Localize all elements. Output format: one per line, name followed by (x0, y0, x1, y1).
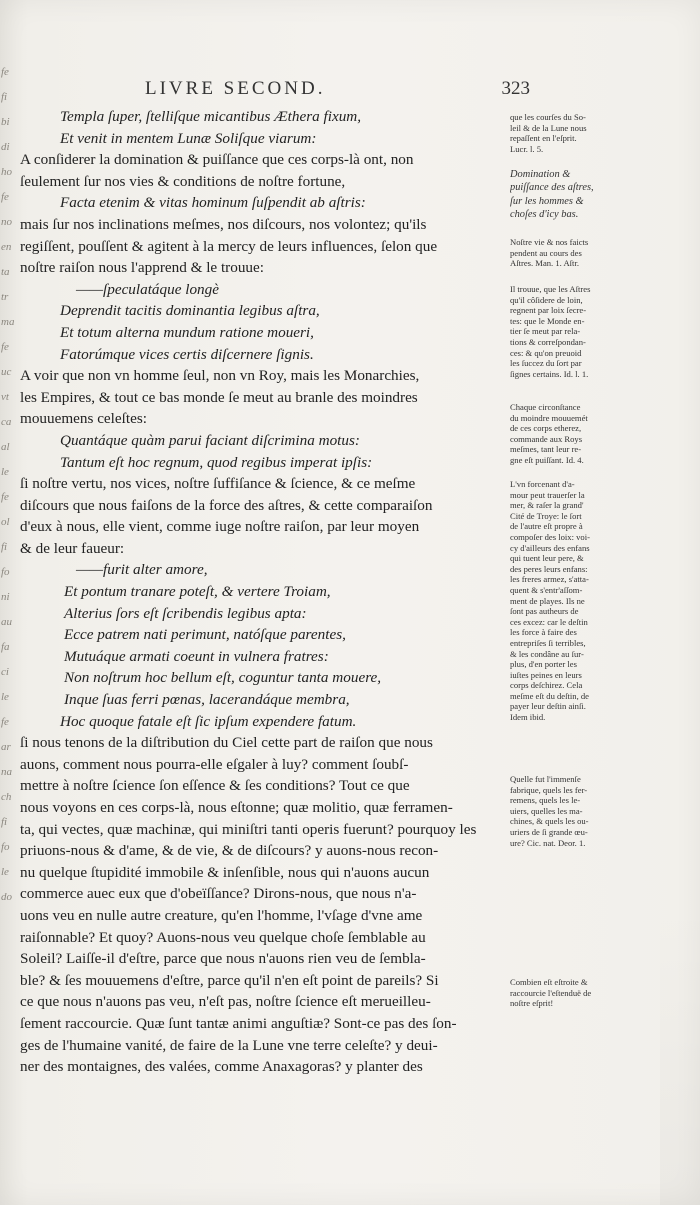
bleed-fragment: ma (1, 316, 14, 328)
text-line: raiſonnable? Et quoy? Auons-nous veu quelque choſe ſemblable au (20, 928, 426, 946)
text-line: d'eux à nous, elle vient, comme iuge noſtre raiſon, par leur moyen (20, 518, 420, 536)
bleed-fragment: fe (1, 341, 9, 353)
margin-note-line: uriers de ſi grande œu- (510, 826, 588, 837)
verse-line: Et venit in mentem Lunæ Soliſque viarum: (60, 129, 317, 147)
margin-note-line: Quelle fut l'immenſe (510, 774, 581, 784)
text-line: ſeulement ſur nos vies & conditions de noſtre fortune, (20, 172, 346, 190)
margin-note-line: cy d'ailleurs des enfans (510, 542, 590, 553)
bleed-fragment: le (1, 866, 9, 878)
margin-note-line: ces: & qu'on preuoid (510, 347, 582, 358)
bleed-fragment: tr (1, 291, 9, 303)
text-line: mouuemens celeſtes: (20, 410, 147, 428)
text-line: nous voyons en ces corps-là, nous eſtonne; quæ molitio, quæ ferramen- (20, 799, 453, 816)
torn-page-edge (660, 900, 700, 1205)
margin-note-line: & les condâne au ſur- (510, 648, 584, 659)
bleed-fragment: na (1, 766, 12, 778)
margin-note-line: Lucr. l. 5. (510, 143, 544, 154)
margin-note-line: payer leur deſtin ainſi. (510, 701, 586, 712)
verse-line: Quantáque quàm parui faciant diſcrimina motus: (60, 431, 360, 449)
text-line: les Empires, & tout ce bas monde ſe meut au branle des moindres (20, 388, 418, 406)
bleed-fragment: fa (1, 641, 10, 653)
text-line: regiſſent, pouſſent & agitent à la mercy de leurs influences, ſelon que (20, 237, 438, 255)
margin-note-line: mour peut trauerſer la (510, 489, 585, 500)
margin-note-line: corps deſchirez. Cela (510, 680, 583, 691)
bleed-fragment: fo (1, 566, 10, 578)
verse-line: Et totum alterna mundum ratione moueri, (60, 323, 314, 341)
verse-line: Tantum eſt hoc regnum, quod regibus imperat ipſis: (60, 453, 373, 471)
bleed-fragment: fe (1, 191, 9, 203)
text-line: ce que nous n'auons pas veu, n'eſt pas, noſtre ſcience eſt merueilleu- (20, 993, 431, 1011)
margin-note-line: iuſtes peines en leurs (510, 669, 582, 680)
text-line: & de leur faueur: (20, 539, 125, 557)
margin-note-line: tes: que le Monde en- (510, 315, 585, 326)
bleed-fragment: ci (1, 666, 9, 678)
text-line: commerce auec eux que d'obeïſſance? Dirons-nous, que nous n'a- (20, 885, 417, 903)
margin-note-line: Cité de Troye: le ſort (510, 510, 582, 521)
margin-note-line: remens, quels les le- (510, 795, 581, 806)
text-line: ſi nous tenons de la diſtribution du Ciel cette part de raiſon que nous (20, 734, 433, 752)
text-line: diſcours que nous faiſons de la force des aſtres, & cette comparaiſon (20, 496, 433, 514)
margin-note-line: gne eſt puiſſant. Id. 4. (510, 454, 584, 465)
margin-note-line: raccourcie l'eſtenduë de (510, 987, 592, 998)
bleed-fragment: ch (1, 791, 12, 803)
text-line: mais ſur nos inclinations meſmes, nos diſcours, nos volontez; qu'ils (20, 215, 427, 233)
verse-line: ——ſpeculatáque longè (76, 280, 219, 298)
bleed-fragment: ta (1, 266, 10, 278)
margin-note-line: uiers, quelles les ma- (510, 805, 583, 816)
bleed-fragment: al (1, 441, 10, 453)
margin-note-line: fabrique, quels les fer- (510, 784, 588, 795)
bleed-fragment: fe (1, 716, 9, 728)
margin-note (510, 112, 690, 154)
margin-note-line: les ſuccez du ſort par (510, 358, 582, 369)
margin-note-line: noſtre eſprit! (510, 998, 554, 1009)
margin-note-line: Combien eſt eſtroite & (510, 977, 588, 987)
margin-note-line: de l'autre eſt propre à (510, 521, 583, 532)
margin-note-line: des peres leurs enfans: (510, 563, 588, 574)
text-line: noſtre raiſon nous l'apprend & le trouue: (20, 259, 264, 277)
margin-note-line: puiſſance des aſtres, (510, 182, 594, 194)
margin-note-line: Chaque circonſtance (510, 402, 581, 412)
text-line: ges de l'humaine vanité, de faire de la Lune vne terre celeſte? y deui- (20, 1036, 438, 1054)
bleed-fragment: le (1, 466, 9, 478)
text-line: ble? & ſes mouuemens d'eſtre, parce qu'il n'en eſt point de pareils? Si (20, 971, 439, 989)
bleed-fragment: vt (1, 391, 9, 403)
text-line: ſi noſtre vertu, nos vices, noſtre ſuffiſance & ſcience, & ce meſme (20, 475, 416, 493)
text-line: auons, comment nous pourra-elle eſgaler à luy? comment ſoubſ- (20, 755, 409, 773)
verse-line: Inque ſuas ferri pœnas, lacerandáque membra, (64, 691, 350, 709)
margin-note-line: ure? Cic. nat. Deor. 1. (510, 837, 586, 848)
verse-line: Facta etenim & vitas hominum ſuſpendit ab aſtris: (60, 194, 366, 212)
bleed-fragment: ar (1, 741, 11, 753)
text-line: mettre à noſtre ſcience ſon eſſence & ſes conditions? Tout ce que (20, 777, 410, 795)
margin-note-line: chines, & quels les ou- (510, 816, 589, 827)
bleed-fragment: en (1, 241, 12, 253)
text-line: A voir que non vn homme ſeul, non vn Roy, mais les Monarchies, (20, 367, 420, 385)
margin-note-line: Noſtre vie & nos faicts (510, 237, 589, 247)
margin-note-line: plus, d'en porter les (510, 659, 577, 670)
text-line: A conſiderer la domination & puiſſance que ces corps-là ont, non (20, 151, 414, 169)
margin-note-line: ces excez: car le deſtin (510, 616, 588, 627)
margin-note-line: qui tuent leur pere, & (510, 553, 584, 564)
verse-line: Non noſtrum hoc bellum eſt, coguntur tanta mouere, (64, 669, 382, 687)
bleed-fragment: ho (1, 166, 12, 178)
verse-line: Hoc quoque fatale eſt ſic ipſum expendere fatum. (60, 712, 357, 730)
margin-note-line: les force à faire des (510, 627, 577, 638)
text-line: priuons-nous & d'ame, & de vie, & de diſcours? y auons-nous recon- (20, 842, 439, 860)
margin-note-line: ſignes certains. Id. l. 1. (510, 368, 589, 379)
text-line: ner des montaignes, des valées, comme Anaxagoras? y planter des (20, 1058, 423, 1076)
bleed-fragment: fi (1, 816, 8, 828)
margin-note-line: meſme eſt du deſtin, de (510, 690, 589, 701)
margin-note-line: que les courſes du So- (510, 112, 586, 122)
bleed-fragment: ol (1, 516, 10, 528)
verse-line: Deprendit tacitis dominantia legibus aſtra, (60, 302, 320, 320)
bleed-fragment: fi (1, 541, 8, 553)
margin-note-line: meſmes, tant leur re- (510, 444, 582, 455)
margin-note-line: mer, & raſer la grand' (510, 500, 584, 511)
bleed-fragment: no (1, 216, 12, 228)
bleed-fragment: ca (1, 416, 12, 428)
bleed-fragment: do (1, 891, 12, 903)
bleed-fragment: au (1, 616, 12, 628)
margin-note-line: ſur les hommes & (510, 195, 584, 207)
bleed-through-text (0, 60, 14, 1020)
chapter-title: LIVRE SECOND. (145, 78, 326, 99)
margin-note-line: Domination & (510, 169, 571, 180)
text-line: ſement raccourcie. Quæ ſunt tantæ animi anguſtiæ? Sont-ce pas des ſon- (20, 1014, 457, 1032)
verse-line: Mutuáque armati coeunt in vulnera fratres: (64, 647, 329, 665)
margin-note-line: choſes d'icy bas. (510, 209, 579, 221)
text-line: uons veu en nulle autre creature, qu'en l'homme, l'vſage d'vne ame (20, 906, 423, 924)
margin-note (510, 237, 690, 269)
bleed-fragment: fe (1, 491, 9, 503)
text-line: Soleil? Laiſſe-il d'eſtre, parce que nous n'auons rien veu de ſembla- (20, 950, 426, 968)
margin-note-line: ſont pas autheurs de (510, 606, 579, 617)
margin-note (510, 774, 690, 848)
margin-note-line: compoſer des loix: voi- (510, 531, 590, 542)
bleed-fragment: uc (1, 366, 12, 378)
verse-line: Fatorúmque vices certis diſcernere ſignis. (60, 345, 314, 363)
margin-note-line: Il trouue, que les Aſtres (510, 284, 591, 294)
margin-note-line: tier ſe meut par rela- (510, 326, 581, 337)
bleed-fragment: fe (1, 66, 9, 78)
main-text-column (20, 106, 510, 1078)
margin-note-line: repaſſent en l'eſprit. (510, 133, 577, 144)
margin-note-line: qu'il côſidere de loin, (510, 294, 583, 305)
bleed-fragment: di (1, 141, 10, 153)
margin-note (510, 168, 690, 222)
margin-note (510, 402, 690, 466)
bleed-fragment: fo (1, 841, 10, 853)
verse-line: Templa ſuper, ſtelliſque micantibus Æthera fixum, (60, 108, 362, 125)
margin-note-line: L'vn forcenant d'a- (510, 479, 575, 489)
margin-note (510, 479, 690, 723)
bleed-fragment: ni (1, 591, 10, 603)
margin-note-line: pendent au cours des (510, 247, 582, 258)
margin-note-line: les freres armez, s'atta- (510, 574, 589, 585)
margin-note-line: Idem ibid. (510, 712, 546, 723)
margin-note (510, 284, 690, 379)
bleed-fragment: bi (1, 116, 10, 128)
verse-line: Alterius ſors eſt ſcribendis legibus apta: (64, 604, 307, 622)
margin-note-line: entrepriſes ſi terribles, (510, 637, 586, 648)
margin-note-line: ment de playes. Ils ne (510, 595, 585, 606)
bleed-fragment: fi (1, 91, 8, 103)
margin-note-line: tions & correſpondan- (510, 336, 586, 347)
verse-line: Ecce patrem nati perimunt, natóſque parentes, (64, 626, 346, 644)
margin-note-line: quent & s'entr'aſſom- (510, 584, 583, 595)
verse-line: Et pontum tranare poteſt, & vertere Troiam, (64, 583, 331, 601)
text-line: nu quelque ſtupidité immobile & inſenſible, nous qui n'auons aucun (20, 863, 430, 881)
margin-note-line: de ces corps etherez, (510, 423, 582, 434)
margin-note-line: commande aux Roys (510, 433, 583, 444)
margin-note-line: du moindre mouuemét (510, 412, 588, 423)
margin-note-line: regnent par loix ſecre- (510, 305, 587, 316)
bleed-fragment: le (1, 691, 9, 703)
margin-note (510, 977, 690, 1009)
text-line: ta, qui vectes, quæ machinæ, qui miniſtri tanti operis fuerunt? pourquoy les (20, 820, 477, 838)
verse-line: ——furit alter amore, (76, 561, 208, 579)
margin-note-line: leil & de la Lune nous (510, 122, 587, 133)
page-number: 323 (501, 78, 530, 99)
margin-note-line: Aſtres. Man. 1. Aſtr. (510, 258, 579, 269)
running-header (145, 78, 530, 104)
